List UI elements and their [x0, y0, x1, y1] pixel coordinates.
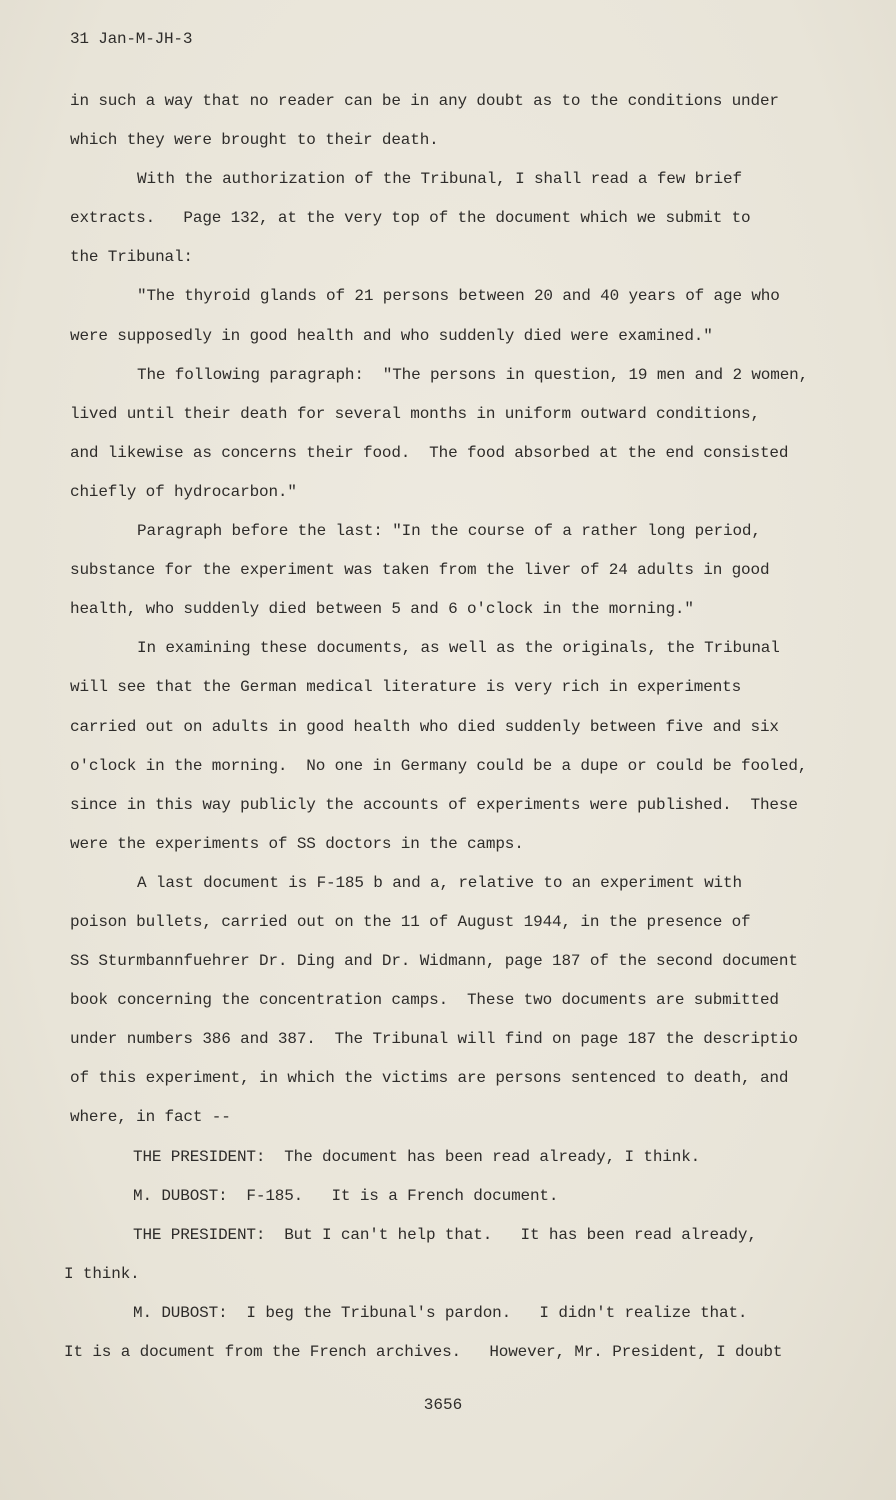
paragraph [70, 512, 850, 629]
dialogue-paragraph [70, 1138, 850, 1177]
paragraph [70, 82, 850, 160]
text-line: which they were brought to their death. [70, 131, 439, 150]
text-line: I think. [64, 1264, 140, 1283]
text-line: THE PRESIDENT: The document has been read already, I think. [133, 1147, 701, 1166]
text-line: In examining these documents, as well as the originals, the Tribunal [137, 639, 780, 658]
text-line: lived until their death for several months in uniform outward conditions, [70, 404, 760, 423]
paragraph [70, 277, 850, 355]
text-line: where, in fact -- [70, 1108, 231, 1127]
text-line: "The thyroid glands of 21 persons between 20 and 40 years of age who [137, 287, 780, 306]
text-line: chiefly of hydrocarbon." [70, 482, 297, 501]
text-line: under numbers 386 and 387. The Tribunal will find on page 187 the descriptio [70, 1030, 798, 1049]
text-line: and likewise as concerns their food. The food absorbed at the end consisted [70, 443, 789, 462]
dialogue-paragraph [64, 1216, 850, 1294]
text-line: since in this way publicly the accounts of experiments were published. These [70, 795, 798, 814]
document-header: 31 Jan-M-JH-3 [70, 30, 193, 48]
text-line: poison bullets, carried out on the 11 of August 1944, in the presence of [70, 912, 751, 931]
text-line: SS Sturmbannfuehrer Dr. Ding and Dr. Widmann, page 187 of the second document [70, 952, 798, 971]
text-line: of this experiment, in which the victims are persons sentenced to death, and [70, 1069, 789, 1088]
text-line: o'clock in the morning. No one in Germany could be a dupe or could be fooled, [70, 756, 808, 775]
document-body [64, 82, 850, 1372]
text-line: Paragraph before the last: "In the course of a rather long period, [137, 522, 761, 541]
text-line: health, who suddenly died between 5 and 6 o'clock in the morning." [70, 600, 694, 619]
text-line: the Tribunal: [70, 248, 193, 267]
paragraph [70, 864, 850, 1138]
paragraph [70, 160, 850, 277]
text-line: M. DUBOST: I beg the Tribunal's pardon. I didn't realize that. [133, 1303, 748, 1322]
text-line: book concerning the concentration camps. These two documents are submitted [70, 991, 779, 1010]
text-line: were supposedly in good health and who suddenly died were examined." [70, 326, 713, 345]
text-line: A last document is F-185 b and a, relative to an experiment with [137, 873, 742, 892]
text-line: will see that the German medical literature is very rich in experiments [70, 678, 742, 697]
dialogue-paragraph [70, 1177, 850, 1216]
paragraph [70, 629, 850, 864]
dialogue-paragraph [64, 1294, 850, 1372]
text-line: substance for the experiment was taken from the liver of 24 adults in good [70, 561, 770, 580]
paragraph [70, 356, 850, 512]
text-line: It is a document from the French archives. However, Mr. President, I doubt [64, 1343, 783, 1361]
text-line: in such a way that no reader can be in any doubt as to the conditions under [70, 92, 779, 110]
text-line: extracts. Page 132, at the very top of the document which we submit to [70, 209, 751, 228]
text-line: carried out on adults in good health who died suddenly between five and six [70, 717, 779, 736]
text-line: The following paragraph: "The persons in question, 19 men and 2 women, [137, 365, 809, 384]
text-line: M. DUBOST: F-185. It is a French document. [133, 1186, 559, 1205]
text-line: were the experiments of SS doctors in the camps. [70, 834, 524, 853]
text-line: With the authorization of the Tribunal, I shall read a few brief [137, 170, 742, 189]
page-number: 3656 [423, 1396, 463, 1414]
text-line: THE PRESIDENT: But I can't help that. It has been read already, [133, 1225, 757, 1244]
